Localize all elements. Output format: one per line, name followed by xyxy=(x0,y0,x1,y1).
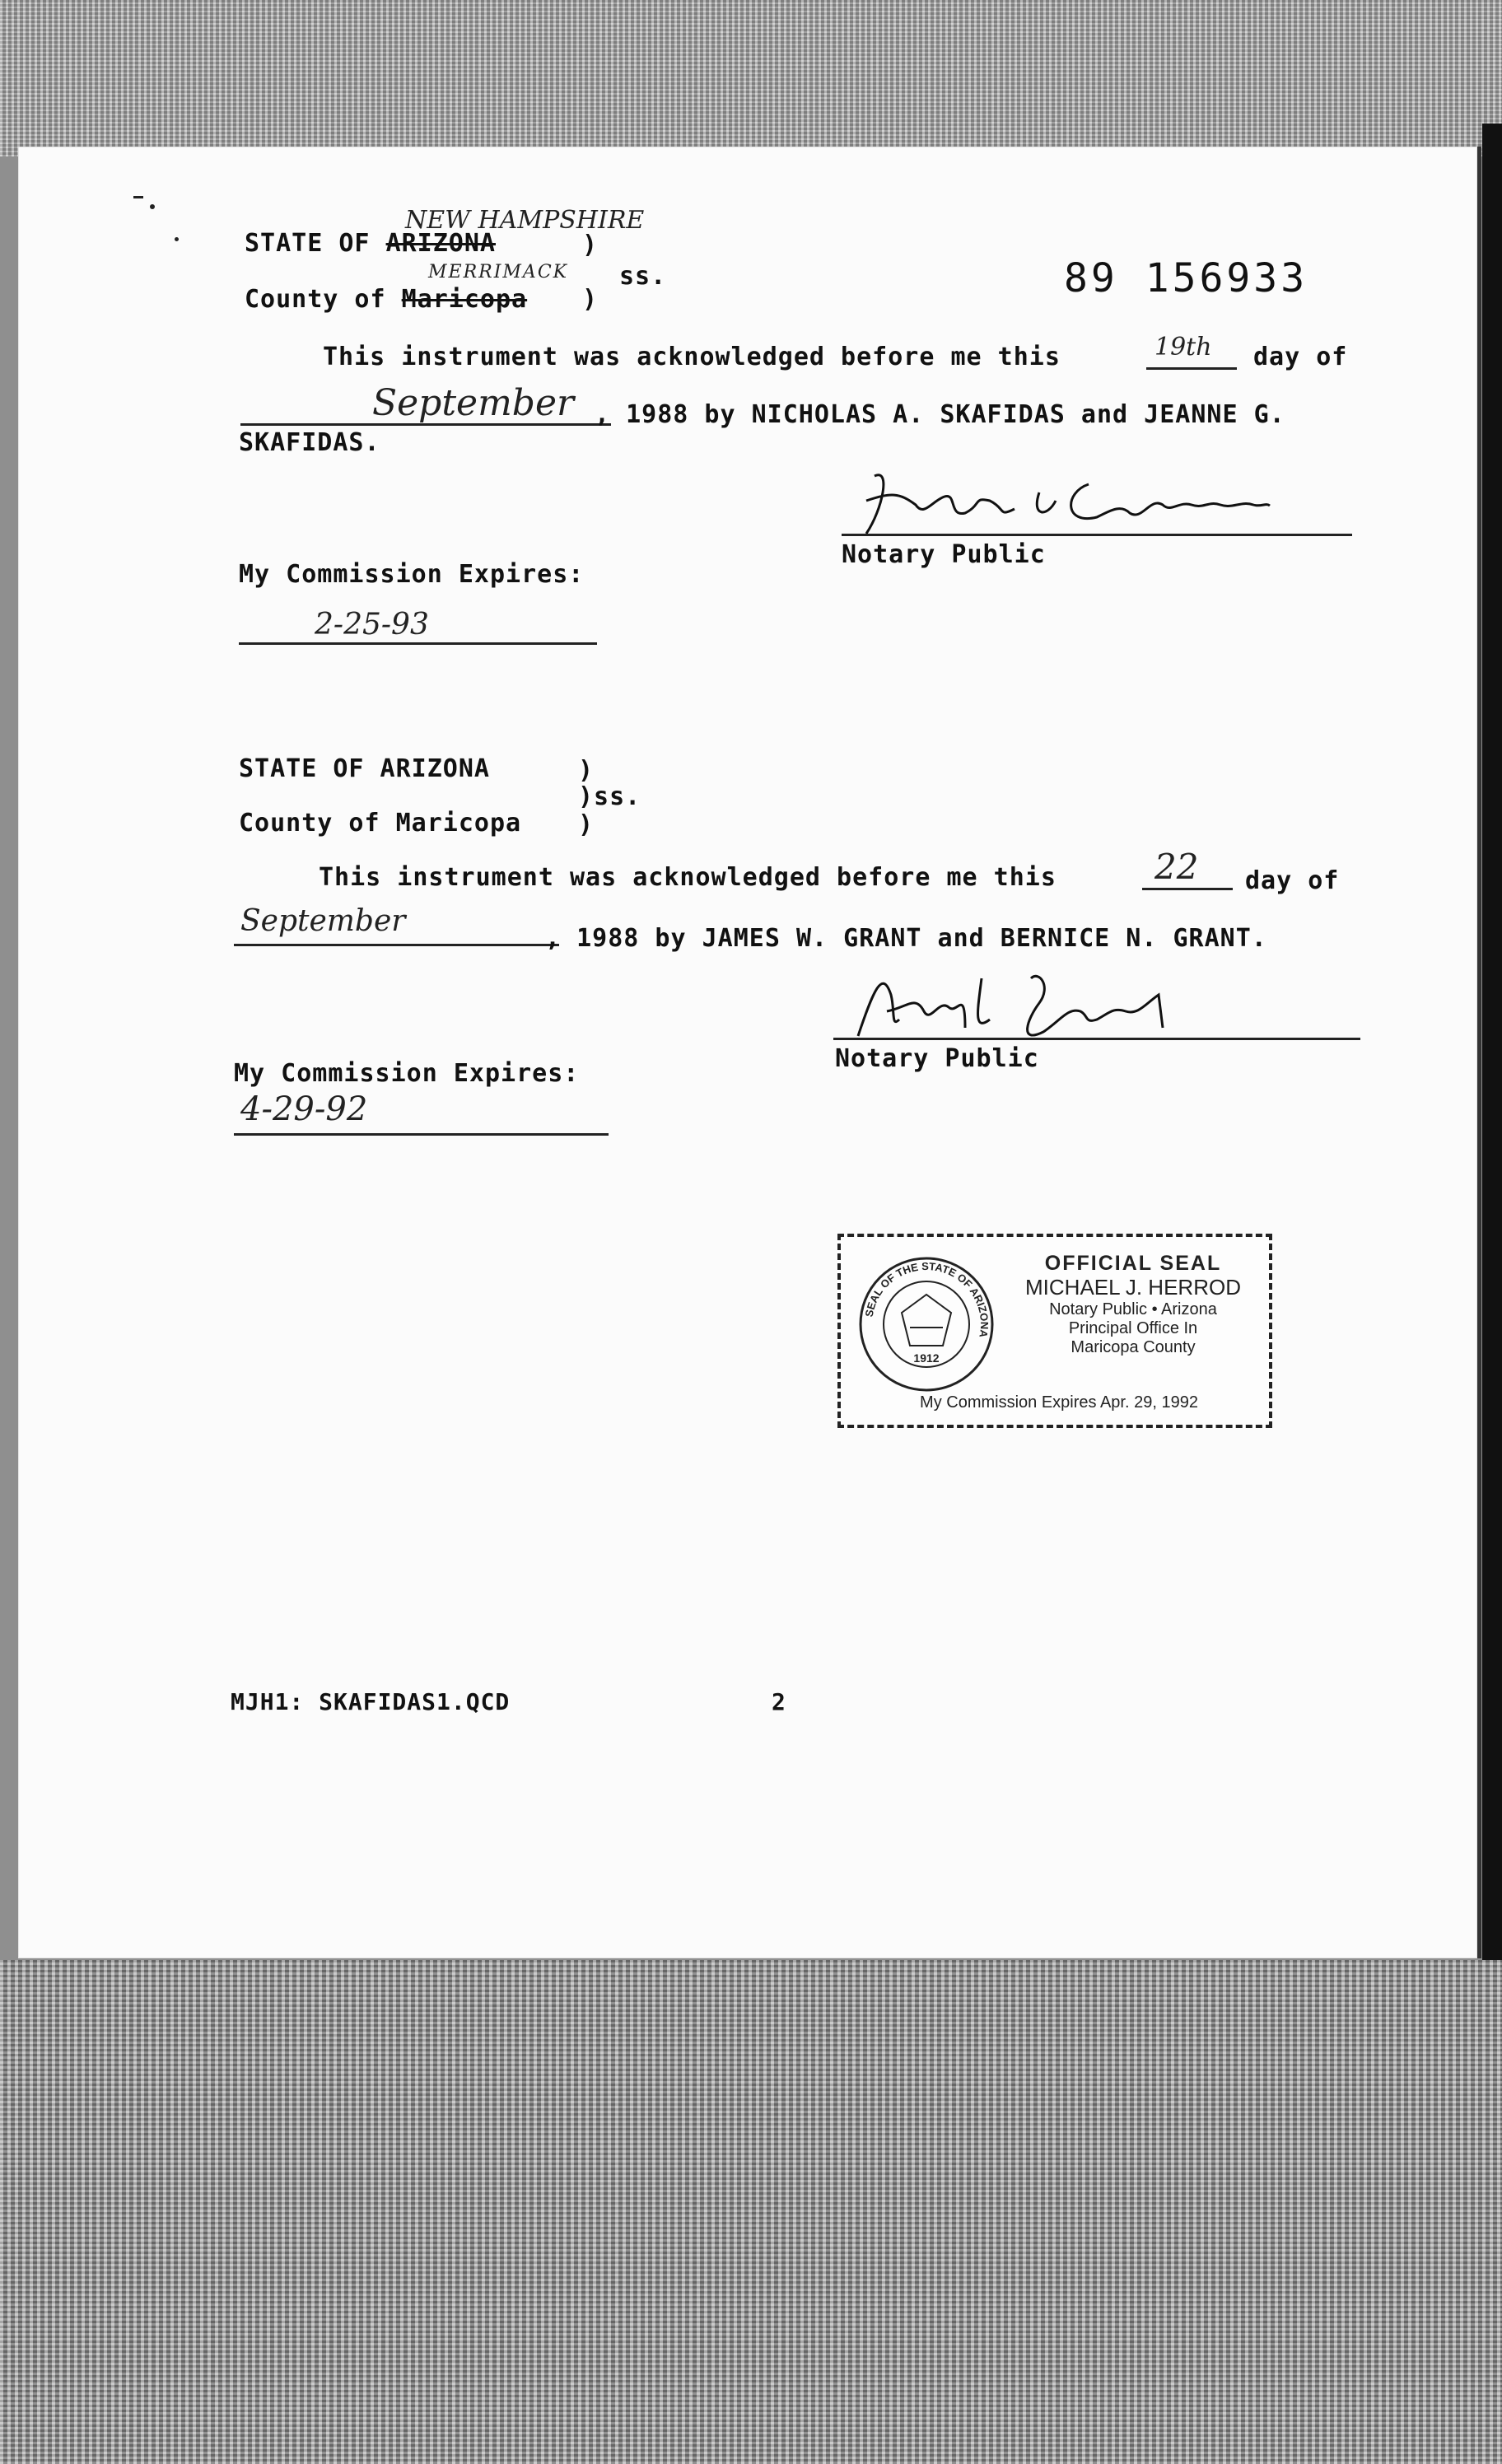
month-line-1 xyxy=(240,423,611,426)
month-line-2 xyxy=(234,944,559,946)
seal-line-3: Maricopa County xyxy=(1071,1337,1196,1356)
month-handwritten-1: September xyxy=(372,382,575,424)
county-label-1: County of Maricopa xyxy=(245,285,528,314)
official-seal-stamp xyxy=(837,1234,1272,1428)
file-reference: MJH1: SKAFIDAS1.QCD xyxy=(231,1688,511,1715)
state-label-2: STATE OF ARIZONA xyxy=(239,754,490,783)
notary-line-2 xyxy=(833,1038,1360,1040)
stray-mark xyxy=(150,204,155,209)
day-of-1: day of xyxy=(1253,343,1348,371)
commission-label-1: My Commission Expires: xyxy=(239,560,585,589)
paren-1a: ) xyxy=(582,231,599,259)
struck-state: ARIZONA xyxy=(385,229,496,258)
seal-emblem-text: SEAL OF THE STATE OF ARIZONA xyxy=(862,1259,991,1339)
paren-1b: ) xyxy=(582,285,599,314)
ack-text-2: This instrument was acknowledged before me this xyxy=(319,863,1057,892)
notary-label-1: Notary Public xyxy=(842,540,1046,569)
month-handwritten-2: September xyxy=(240,904,406,938)
commission-date-2: 4-29-92 xyxy=(240,1090,368,1128)
commission-date-1: 2-25-93 xyxy=(315,608,429,642)
notary-line-1 xyxy=(842,534,1352,536)
ss-label-1: ss. xyxy=(619,262,667,291)
scan-border-bottom xyxy=(0,1960,1502,2464)
commission-line-1 xyxy=(239,642,597,645)
stray-mark xyxy=(175,237,179,241)
scan-border-top xyxy=(0,0,1502,156)
day-line-2 xyxy=(1142,888,1233,890)
seal-text-block xyxy=(1005,1252,1261,1357)
document-number: 89 156933 xyxy=(1064,255,1308,301)
seal-title: OFFICIAL SEAL xyxy=(1044,1252,1222,1275)
seal-emblem-year: 1912 xyxy=(913,1351,940,1365)
ack-text-1c: SKAFIDAS. xyxy=(239,428,380,457)
handwritten-state: NEW HAMPSHIRE xyxy=(405,206,645,235)
day-of-2: day of xyxy=(1245,866,1340,895)
ack-text-2b: , 1988 by JAMES W. GRANT and BERNICE N. GRANT. xyxy=(545,924,1267,953)
seal-notary-name: MICHAEL J. HERROD xyxy=(1025,1274,1241,1300)
notary-label-2: Notary Public xyxy=(835,1044,1039,1073)
day-handwritten-2: 22 xyxy=(1154,847,1199,887)
seal-line-1: Notary Public • Arizona xyxy=(1049,1300,1217,1318)
struck-county: Maricopa xyxy=(401,285,528,314)
ack-text-1: This instrument was acknowledged before me this xyxy=(323,343,1061,371)
day-line-1 xyxy=(1146,367,1237,370)
commission-line-2 xyxy=(234,1133,609,1136)
paren-2b: ) xyxy=(578,810,595,839)
stray-mark xyxy=(133,196,143,198)
document-page xyxy=(18,147,1481,1958)
state-seal-emblem-icon xyxy=(857,1255,996,1393)
page-number: 2 xyxy=(772,1688,786,1715)
day-handwritten-1: 19th xyxy=(1154,333,1212,362)
seal-expiration: My Commission Expires Apr. 29, 1992 xyxy=(920,1393,1198,1412)
commission-label-2: My Commission Expires: xyxy=(234,1059,580,1088)
paren-2a: ) xyxy=(578,756,595,785)
ss-label-2: )ss. xyxy=(578,782,641,811)
ack-text-1b: , 1988 by NICHOLAS A. SKAFIDAS and JEANNE G. xyxy=(595,400,1285,429)
county-label-2: County of Maricopa xyxy=(239,809,522,838)
seal-line-2: Principal Office In xyxy=(1068,1318,1198,1337)
handwritten-county: MERRIMACK xyxy=(428,262,569,282)
notary-signature-1 xyxy=(842,460,1303,550)
state-label-1: STATE OF ARIZONA xyxy=(245,229,496,258)
